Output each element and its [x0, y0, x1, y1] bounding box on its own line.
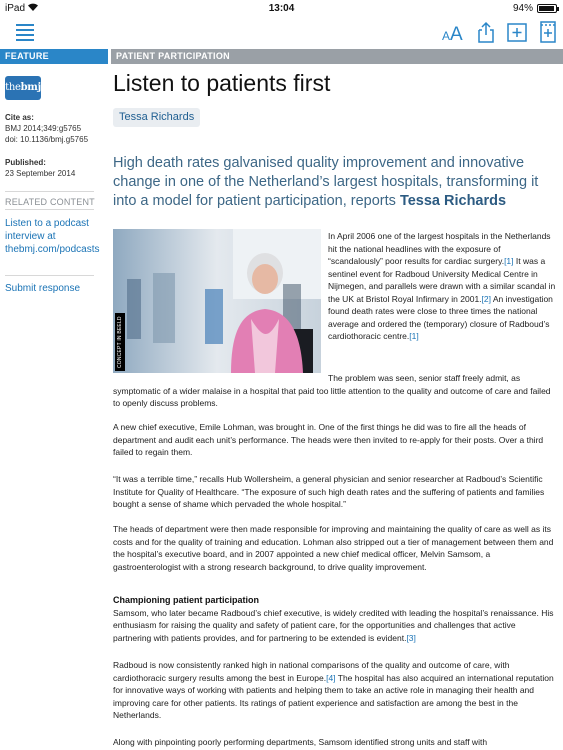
menu-icon[interactable]	[13, 20, 37, 44]
sidebar-divider	[5, 209, 94, 210]
paragraph-4: “It was a terrible time,” recalls Hub Wollersheim, a general physician and senior researcher at Radboud’s Scientific Institute for Quality of Healthcare. “The exposure of such high death rates and the suffering of patients and families bought a sense of shame which pervaded the whole hospital.”	[113, 474, 545, 509]
citation-block	[5, 112, 88, 145]
published-date: 23 September 2014	[5, 169, 76, 178]
add-to-collection-icon[interactable]	[505, 20, 529, 44]
paragraph-7-text-b: The hospital has also acquired an international reputation for innovative ways of working with patients and helping them to take an active role in managing their health and improving care for other patients. Its ratings of patient experience and satisfaction are among the best in the Netherlands.	[113, 672, 554, 720]
cite-value: BMJ 2014;349:g5765	[5, 124, 82, 133]
standfirst-author: Tessa Richards	[399, 193, 507, 209]
font-size-icon[interactable]	[441, 20, 467, 44]
paragraph-3: A new chief executive, Emile Lohman, was brought in. One of the first things he did was to fire all the heads of department and audit each unit’s performance. The heads were then invited to re-apply for their posts. Over a third failed to regain them.	[113, 422, 544, 457]
related-content-heading: RELATED CONTENT	[5, 197, 95, 207]
submit-response-link[interactable]: Submit response	[5, 283, 81, 294]
paragraph-7	[113, 659, 556, 722]
reference-link-3[interactable]: [3]	[406, 632, 416, 643]
logo-prefix: the	[5, 82, 21, 93]
paragraph-1-text-b: It was a sentinel event for Radboud University Medical Centre in Nijmegen, and parallels were drawn with a similar scandal in the UK at Bristol Royal Infirmary in 2001.	[328, 256, 556, 304]
status-bar	[0, 0, 563, 17]
paragraph-1-text-a: In April 2006 one of the largest hospitals in the Netherlands hit the national headlines with the exposure of “scandalously” poor results for cardiac surgery.	[328, 231, 551, 266]
photo-illustration	[113, 229, 321, 373]
standfirst	[113, 154, 556, 211]
paragraph-6	[113, 607, 556, 645]
reference-link-2[interactable]: [2]	[481, 293, 491, 304]
reference-link-4[interactable]: [4]	[326, 672, 336, 683]
published-block	[5, 157, 75, 179]
sidebar-divider	[5, 275, 94, 276]
doi: doi: 10.1136/bmj.g5765	[5, 135, 89, 144]
section-subheading: Championing patient participation	[113, 595, 259, 605]
reference-link-1[interactable]: [1]	[504, 256, 514, 266]
font-size-large-a: A	[450, 24, 463, 44]
photo-credit: CONCEPT IN BEELD	[115, 313, 125, 371]
battery-percent: 94%	[512, 3, 533, 14]
section-championing	[113, 594, 556, 644]
article-photo[interactable]	[113, 229, 321, 373]
paragraph-1	[328, 230, 556, 343]
standfirst-text: High death rates galvanised quality improvement and innovative change in one of the Netherland’s largest hospitals, transforming it into a model for patient participation, reports	[113, 155, 539, 209]
battery-icon	[537, 4, 557, 13]
paragraph-1-text-c: An investigation found death rates were close to three times the national average and ordered the (temporary) closure of Radboud’s cardiothoracic centre.	[328, 293, 553, 341]
logo-bold: bmj	[20, 82, 41, 93]
carrier-label: iPad	[5, 3, 26, 14]
battery-level	[539, 6, 554, 11]
paragraph-7-text-a: Radboud is now consistently ranked high in national comparisons of the quality and outcome of care, with cardiothoracic surgery results among the best in Europe.	[113, 660, 510, 683]
paragraph-8: Along with pinpointing poorly performing departments, Samsom identified strong units and staff with	[113, 737, 488, 747]
author-link[interactable]: Tessa Richards	[113, 108, 200, 127]
podcast-link[interactable]: Listen to a podcast interview at thebmj.com/podcasts	[5, 218, 100, 255]
article-title: Listen to patients first	[113, 70, 331, 96]
clock: 13:04	[268, 3, 295, 14]
reference-link-1b[interactable]: [1]	[409, 331, 419, 341]
bmj-logo[interactable]	[5, 76, 41, 100]
sidebar-divider	[5, 191, 94, 192]
top-toolbar	[0, 17, 563, 47]
section-type-label: FEATURE	[0, 49, 108, 64]
bookmark-add-icon[interactable]	[536, 20, 560, 44]
section-topic-label: PATIENT PARTICIPATION	[111, 49, 563, 64]
paragraph-5: The heads of department were then made responsible for improving and maintaining the quality of care as well as its costs and for the quality of training and education. Lohman also stripped out a tier of management between them and the hospital’s executive board, and in 2007 appointed a new chief medical officer, Melvin Samsom, a gastroenterologist with a strong research background, to drive quality improvement.	[113, 524, 554, 572]
paragraph-2: The problem was seen, senior staff freely admit, as symptomatic of a wider malaise in a hospital that paid too little attention to the quality and outcome of care and failed to openly discuss problems.	[113, 373, 551, 408]
font-size-small-a: A	[442, 29, 451, 43]
published-label: Published:	[5, 158, 46, 167]
cite-label: Cite as:	[5, 113, 34, 122]
paragraph-6-text: Samsom, who later became Radboud’s chief executive, is widely credited with leading the hospital’s renaissance. His enthusiasm for raising the quality and safety of patient care, for the opportunities and challenges that active partnering with patients provides, and for partnering to be extended is evident.	[113, 607, 554, 643]
share-icon[interactable]	[474, 20, 498, 44]
